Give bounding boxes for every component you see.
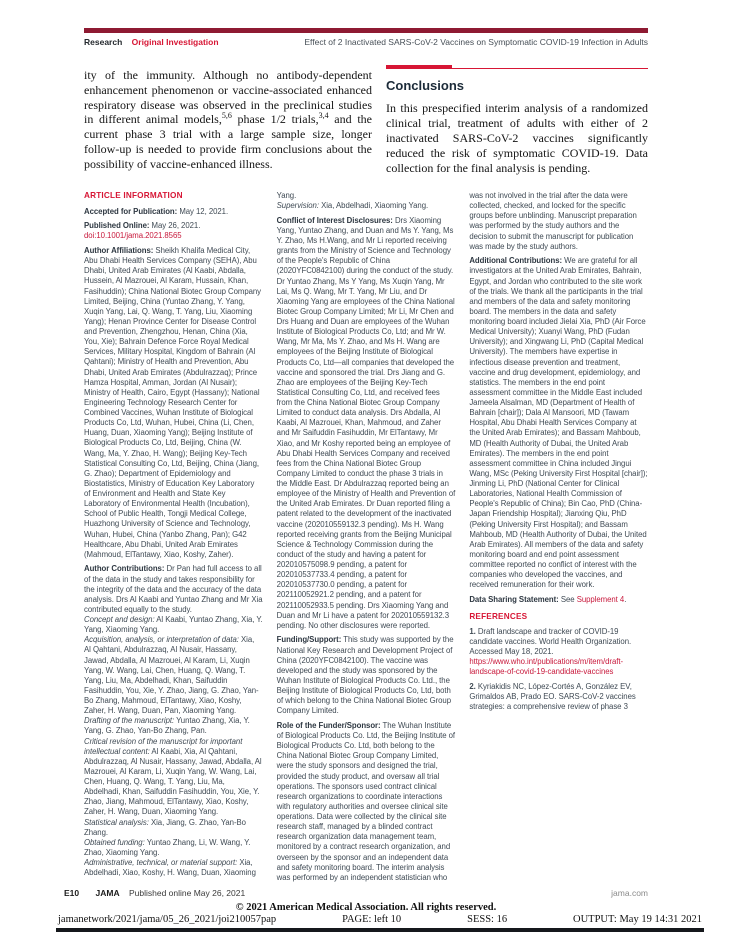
field-text: . <box>624 594 627 604</box>
role-text: Al Kaabi, Yuntao Zhang, Xia, Y. Yang, Xiaoming Yang. <box>84 615 263 635</box>
author-contribution-role <box>84 838 263 858</box>
role-text: Al Kaabi, Xia, Al Qahtani, Abdulrazzaq, Al Nusair, Hassany, Jawad, Abdalla, Al Mazrouei, Al Karam, Li, Xuqin Yang, W. Wang, Lai, Chen, Huang, Q. Wang, T. Yang, Liu, Ma, Abdelhadi, Khan, Saifuddin Fasihuddin, You, Xie, Y. Zhao, Jiang, Mahmoud, ElTantawy, Xiao, Koshy, Zaher, H. Wang, Duan, Xiaoming Yang. <box>84 746 262 817</box>
author-contribution-role <box>84 716 263 736</box>
additional-contributions <box>469 256 648 590</box>
field-text: This study was supported by the National Key Research and Development Project of China (2020YFC0842100). The vaccine was developed and the study was sponsored by the Wuhan Institute of Biological Products Co. Ltd., the Beijing Institute of Biological Products Co, Ltd, both of which belong to the China National Biotec Group Company Limited. <box>276 635 454 716</box>
footer-left <box>64 888 245 898</box>
proof-slug-line <box>58 914 702 925</box>
reference-marker[interactable]: 3,4 <box>318 111 329 121</box>
field-label: Author Affiliations: <box>84 246 154 256</box>
author-contribution-role <box>84 635 263 716</box>
kicker-research: Research <box>84 37 123 47</box>
doi-link[interactable]: doi:10.1001/jama.2021.8565 <box>84 231 182 241</box>
article-information-section <box>84 191 648 885</box>
references-heading: REFERENCES <box>469 612 528 621</box>
reference-number: 2. <box>469 681 476 691</box>
role-text: Yuntao Zhang, Li, W. Wang, Y. Zhao, Xiaoming Yang. <box>84 837 251 857</box>
role-text: Xia, Jiang, G. Zhao, Yan-Bo Zhang. <box>84 817 246 837</box>
field-text: We are grateful for all investigators at the United Arab Emirates, Bahrain, Egypt, and Jordan who contributed to the site work of the trials. We thank all the participants in the trial and members of the data and safety monitoring board. The members in the data and safety monitoring board included Jielai Xia, PhD (Air Force Medical University); Xuanyi Wang, PhD (Fudan University); and Xingwang Li, PhD (Capital Medical University). The members have expertise in infectious disease prevention and treatment, vaccine and drug development, epidemiology, and statistics. The members in the end point assessment committee in the Middle East included Jameela Alsalman, MD (Department of Health of Bahrain [chair]); Dala Al Mansoori, MD (Tawam Hospital, Abu Dhabi Health Services Company at the United Arab Emirates); and Bassam Mahboub, MD (Health Authority of Dubai, the United Arab Emirates). The members in the end point assessment committee in China included Jingui Wang, MSc (Peking University First Hospital [chair]); Jinming Li, PhD (National Center for Clinical Laboratories, National Health Commission of People's Republic of China); Bin Cao, PhD (China-Japan Friendship Hospital); Jianxing Qiu, PhD (Peking University First Hospital); and Bassam Mahboub, MD (Health Authority of Dubai, the United Arab Emirates). All members of the data and safety monitoring board and end point assessment committee reported no conflict of interest with the companies who developed the vaccines, and received remuneration for their work. <box>469 256 648 590</box>
field-label: Role of the Funder/Sponsor: <box>276 720 381 730</box>
kicker-category: Original Investigation <box>131 37 219 47</box>
lead-paragraph <box>84 68 372 177</box>
reference-url-link[interactable]: https://www.who.int/publications/m/item/draft-landscape-of-covid-19-candidate-vaccines <box>469 657 624 677</box>
role-text: Xia, Abdelhadi, Xiaoming Yang. <box>318 201 429 211</box>
article-information-heading: ARTICLE INFORMATION <box>84 191 183 200</box>
conclusions-text: In this prespecified interim analysis of a randomized clinical trial, treatment of adults with either of 2 inactivated SARS-CoV-2 vaccines significantly reduced the risk of symptomatic COVID-19. Data collection for the final analysis is pending. <box>386 101 648 176</box>
page-header <box>84 37 648 47</box>
running-title: Effect of 2 Inactivated SARS-CoV-2 Vaccines on Symptomatic COVID-19 Infection in Adults <box>304 37 648 47</box>
field-text: Dr Pan had full access to all of the data in the study and takes responsibility for the integrity of the data and the accuracy of the data analysis. Drs Al Kaabi and Yuntao Zhang and Mr Xia contributed equally to the study. <box>84 564 263 614</box>
role-label: Statistical analysis: <box>84 817 149 827</box>
lead-text: ity of the immunity. Although no antibody-dependent enhancement phenomenon or vaccine-associated enhanced respiratory disease was observed in the preclinical studies in different animal models, <box>84 68 372 127</box>
data-sharing-statement <box>469 595 648 605</box>
author-affiliations <box>84 246 263 560</box>
field-text: May 26, 2021. <box>149 221 201 231</box>
bottom-rule <box>56 928 704 932</box>
role-label: Obtained funding: <box>84 837 145 847</box>
jama-com-link[interactable]: jama.com <box>611 888 648 898</box>
author-contribution-role <box>84 737 263 818</box>
author-contribution-role <box>84 818 263 838</box>
role-text: Yuntao Zhang, Xia, Y. Yang, G. Zhao, Yan-Bo Zhang, Pan. <box>84 716 250 736</box>
reference-item <box>469 627 648 678</box>
reference-text: Kyriakidis NC, López-Cortés A, González EV, Grimaldos AB, Prado EO. SARS-CoV-2 vaccines strategies: a comprehensive review of phase 3 <box>469 681 636 712</box>
accepted-for-publication <box>84 207 263 217</box>
author-contribution-role <box>277 201 456 211</box>
proof-path: jamanetwork/2021/jama/05_26_2021/joi210057pap <box>58 914 277 925</box>
field-text: The Wuhan Institute of Biological Products Co. Ltd, the Beijing Institute of Biological Products Co. Ltd, both belong to the China National Biotec Group Company Limited, were the study sponsors and designed the trial, provided the study product, and oversaw all trial operations. The sponsors used contract clinical research organizations to coordinate interactions with regulatory authorities and oversee clinical site operations. Data were collected by the clinical site research staff, managed by a blinded contract research organization data management team, monitored by a contract research organization, and overseen by the sponsor and an independent data and safety monitoring board. The interim analysis was performed by an independent statistician who was not involved in the trial after the data were collected, checked, and locked for the specific groups before unblinding. Manuscript preparation was performed by the study authors and the decision to submit the manuscript for publication was made by the study authors. <box>276 191 637 882</box>
field-text: Sheikh Khalifa Medical City, Abu Dhabi Health Services Company (SEHA), Abu Dhabi, United Arab Emirates (Al Kaabi, Abdalla, Hussein, Al Mazrouei, Al Karam, Hussain, Khan, Fasihuddin); China National Biotec Group Company Limited, Beijing, China (Yuntao Zhang, Y. Yang, Xuqin Yang, Lai, Q. Wang, T. Yang, Liu, Xiaoming Yang); Henan Province Center for Disease Control and Prevention, Zhengzhou, Henan, China (Xia, You, Xie); Bahrain Defence Force Royal Medical Services, Military Hospital, Kingdom of Bahrain (Al Qahtani); Ministry of Health and Prevention, Abu Dhabi, United Arab Emirates (Abdulrazzaq); Prince Hamza Hospital, Amman, Jordan (Al Nusair); Ministry of Health, Cairo, Egypt (Hassany); National Engineering Technology Research Center for Combined Vaccines, Wuhan Institute of Biological Products Co, Ltd, Wuhan, Hubei, China (Li, Chen, Huang, Duan, Xiaoming Yang); Beijing Institute of Biological Products Co, Ltd, Beijing, China (W. Wang, Ma, Y. Zhao, H. Wang); Beijing Key-Tech Statistical Consulting Co, Ltd, Beijing, China (Jiang, G. Zhao); Department of Epidemiology and Biostatistics, Ministry of Education Key Laboratory of Environment and Health and State Key Laboratory of Environmental Health (Incubation), School of Public Health, Tongji Medical College, Huazhong University of Science and Technology, Wuhan, Hubei, China (Yanbo Zhang, Pan); G42 Healthcare, Abu Dhabi, United Arab Emirates (Mahmoud, ElTantawy, Xiao, Koshy, Zaher). <box>84 246 262 559</box>
author-contributions <box>84 564 263 615</box>
proof-page: PAGE: left 10 <box>342 914 402 925</box>
conclusions-heading: Conclusions <box>386 78 465 93</box>
field-label: Published Online: <box>84 221 150 231</box>
reference-text: Draft landscape and tracker of COVID-19 candidate vaccines. World Health Organization. Accessed May 18, 2021. <box>469 626 632 656</box>
lead-text: phase 1/2 trials, <box>231 112 319 127</box>
role-label: Administrative, technical, or material support: <box>84 858 238 868</box>
kicker <box>84 37 219 47</box>
masthead-rule <box>84 28 648 33</box>
conflict-of-interest-disclosures <box>277 216 456 631</box>
field-label: Accepted for Publication: <box>84 206 178 216</box>
conclusions-section <box>386 64 648 177</box>
page-footer <box>64 888 648 898</box>
field-text: See <box>558 594 577 604</box>
reference-marker[interactable]: 5,6 <box>221 111 232 121</box>
footer-published-date: Published online May 26, 2021 <box>128 888 246 898</box>
author-contribution-role <box>84 615 263 635</box>
published-online <box>84 221 263 241</box>
field-label: Additional Contributions: <box>469 256 563 266</box>
field-label: Funding/Support: <box>276 635 342 645</box>
role-label: Concept and design: <box>84 615 155 625</box>
page-number: E10 <box>64 888 80 898</box>
supplement-link[interactable]: Supplement 4 <box>576 594 625 604</box>
lead-text: and the current phase 3 trial with a large sample size, longer follow-up is needed to provide firm conclusions about the possibility of vaccine-enhanced illness. <box>84 112 372 171</box>
top-section <box>84 64 648 177</box>
field-text: Drs Xiaoming Yang, Yuntao Zhang, and Duan and Ms Y. Yang, Ms Y. Zhao, Ms H.Wang, and Mr Li reported receiving grants from the Ministry of Science and Technology of the People's Republic of China (2020YFC0842100) during the conduct of the study. Dr Yuntao Zhang, Ms Y Yang, Ms Xuqin Yang, Mr Lai, Ms Q. Wang, Mr T. Yang, Mr Liu, and Dr Xiaoming Yang are employees of the China National Biotec Group Company Limited; Mr Li, Mr Chen and Drs Huang and Duan are employees of the Wuhan Institute of Biological Products Co, Ltd; and Mr W. Wang, Mr Ma, Ms Y. Zhao, and Ms H. Wang are employees of the Beijing Institute of Biological Products Co, Ltd—all companies that developed the vaccine and sponsored the trial. Drs Jiang and G. Zhao are employees of the Beijing Key-Tech Statistical Consulting Co, Ltd, and received fees from the China National Biotec Group Company Limited to conduct data analysis. Drs Abdalla, Al Kaabi, Al Mazrouei, Khan, Mahmoud, and Zaher and Mr Saifuddin Fasihuddin, Mr ElTantawy, Mr Xiao, and Mr Koshy reported being an employee of Abu Dhabi Health Services Company and received fees from the China National Biotec Group Company Limited to conduct the phase 3 trials in the Middle East. Dr Abdulrazzaq reported being an employee of the Ministry of Health and Prevention of the United Arab Emirates. Dr Duan reported filing a patent related to the development of the inactivated vaccine (202010559132.3 pending). Ms H. Wang reported receiving grants from the Beijing Municipal Science & Technology Commission during the conduct of the study and having a patent for 202010575098.9 pending, a patent for 202010537733.4 pending, a patent for 202010537730.0 pending, a patent for 202110052921.2 pending, and a patent for 202110052933.5 pending. Drs Xiaoming Yang and Duan and Mr Li have a patent for 202010559132.3 pending. No other disclosures were reported. <box>276 215 456 630</box>
reference-item <box>469 682 648 712</box>
section-rule <box>386 68 648 69</box>
journal-name: JAMA <box>95 888 120 898</box>
role-label: Supervision: <box>276 201 319 211</box>
proof-output: OUTPUT: May 19 14:31 2021 <box>573 914 702 925</box>
copyright-line: © 2021 American Medical Association. All rights reserved. <box>235 902 497 913</box>
reference-number: 1. <box>469 626 476 636</box>
role-label: Drafting of the manuscript: <box>84 716 175 726</box>
role-text: Xia, Al Qahtani, Abdulrazzaq, Al Nusair, Hassany, Jawad, Abdalla, Al Mazrouei, Al Karam, Li, Xuqin Yang, W. Wang, Lai, Chen, Huang, Q. Wang, T. Yang, Liu, Ma, Abdelhadi, Khan, Saifuddin Fasihuddin, You, Xie, Y. Zhao, Jiang, G. Zhao, Yan-Bo Zhang, Mahmoud, ElTantawy, Xiao, Koshy, Zaher, H. Wang, Duan, Pan, Xiaoming Yang. <box>84 635 259 716</box>
role-label: Acquisition, analysis, or interpretation of data: <box>84 635 239 645</box>
field-label: Conflict of Interest Disclosures: <box>276 215 393 225</box>
role-text: Xia, Abdelhadi, Xiao, Koshy, H. Wang, Duan, Xiaoming Yang. <box>84 191 297 878</box>
field-text: May 12, 2021. <box>177 206 229 216</box>
field-label: Data Sharing Statement: <box>469 594 559 604</box>
funding-support <box>277 635 456 716</box>
field-label: Author Contributions: <box>84 564 165 574</box>
proof-sess: SESS: 16 <box>467 914 508 925</box>
role-label: Critical revision of the manuscript for important intellectual content: <box>84 736 243 756</box>
